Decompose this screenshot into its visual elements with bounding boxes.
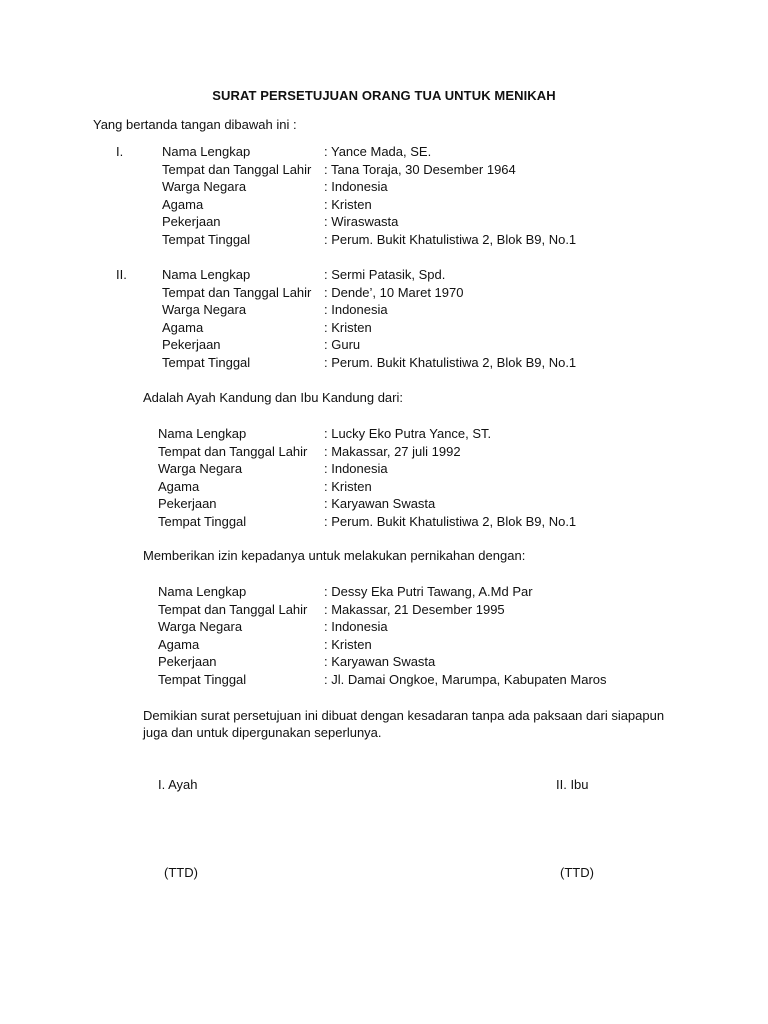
field-value: : Indonesia <box>324 461 388 477</box>
field-label: Tempat Tinggal <box>158 514 247 529</box>
section-number: I. <box>116 144 124 159</box>
field-value: : Indonesia <box>324 179 388 195</box>
field-value: : Makassar, 21 Desember 1995 <box>324 601 505 617</box>
field-label: Tempat dan Tanggal Lahir <box>162 284 312 300</box>
field-value: : Sermi Patasik, Spd. <box>324 267 446 282</box>
field-value: : Tana Toraja, 30 Desember 1964 <box>324 161 516 177</box>
field-value: : Makassar, 27 juli 1992 <box>324 443 461 459</box>
field-label: Tempat dan Tanggal Lahir <box>158 601 308 617</box>
field-value: : Indonesia <box>324 302 388 318</box>
field-label: Nama Lengkap <box>162 267 251 282</box>
field-value: : Yance Mada, SE. <box>324 144 432 159</box>
field-value: : Kristen <box>324 478 372 494</box>
field-label: Tempat dan Tanggal Lahir <box>162 161 312 177</box>
closing-text-line-1: Demikian surat persetujuan ini dibuat dengan kesadaran tanpa ada paksaan dari siapapun <box>143 708 665 723</box>
mother-signature-label: II. Ibu <box>556 777 589 792</box>
field-value: : Dende’, 10 Maret 1970 <box>324 284 464 300</box>
field-value: : Lucky Eko Putra Yance, ST. <box>324 426 492 441</box>
field-label: Tempat Tinggal <box>162 355 251 370</box>
field-value: : Karyawan Swasta <box>324 496 436 512</box>
field-value: : Guru <box>324 337 361 353</box>
field-label: Warga Negara <box>162 179 247 195</box>
field-value: : Kristen <box>324 319 372 335</box>
field-label: Pekerjaan <box>162 337 221 353</box>
field-value: : Wiraswasta <box>324 214 399 230</box>
father-signature-label: I. Ayah <box>158 777 198 792</box>
mother-signature-mark: (TTD) <box>560 865 594 880</box>
field-label: Agama <box>162 319 204 335</box>
child-intro-text: Adalah Ayah Kandung dan Ibu Kandung dari: <box>143 390 403 405</box>
field-value: : Kristen <box>324 196 372 212</box>
field-label: Agama <box>158 636 200 652</box>
field-label: Warga Negara <box>162 302 247 318</box>
field-label: Agama <box>158 478 200 494</box>
intro-text: Yang bertanda tangan dibawah ini : <box>93 117 297 132</box>
spouse-intro-text: Memberikan izin kepadanya untuk melakukan pernikahan dengan: <box>143 548 526 563</box>
field-label: Pekerjaan <box>158 654 217 670</box>
section-number: II. <box>116 267 127 282</box>
field-value: : Indonesia <box>324 619 388 635</box>
field-value: : Perum. Bukit Khatulistiwa 2, Blok B9, No.1 <box>324 232 577 247</box>
document-title: SURAT PERSETUJUAN ORANG TUA UNTUK MENIKAH <box>212 88 556 103</box>
field-value: : Karyawan Swasta <box>324 654 436 670</box>
field-label: Nama Lengkap <box>162 144 251 159</box>
field-label: Warga Negara <box>158 461 243 477</box>
field-label: Tempat Tinggal <box>158 672 247 687</box>
father-signature-mark: (TTD) <box>164 865 198 880</box>
closing-text-line-2: juga dan untuk dipergunakan seperlunya. <box>143 725 382 740</box>
field-label: Warga Negara <box>158 619 243 635</box>
field-label: Pekerjaan <box>162 214 221 230</box>
field-value: : Perum. Bukit Khatulistiwa 2, Blok B9, No.1 <box>324 514 577 529</box>
field-label: Pekerjaan <box>158 496 217 512</box>
field-label: Nama Lengkap <box>158 584 247 599</box>
field-value: : Dessy Eka Putri Tawang, A.Md Par <box>324 584 533 599</box>
field-value: : Kristen <box>324 636 372 652</box>
field-value: : Jl. Damai Ongkoe, Marumpa, Kabupaten Maros <box>324 672 607 687</box>
field-value: : Perum. Bukit Khatulistiwa 2, Blok B9, No.1 <box>324 355 577 370</box>
field-label: Nama Lengkap <box>158 426 247 441</box>
field-label: Tempat Tinggal <box>162 232 251 247</box>
field-label: Tempat dan Tanggal Lahir <box>158 443 308 459</box>
field-label: Agama <box>162 196 204 212</box>
